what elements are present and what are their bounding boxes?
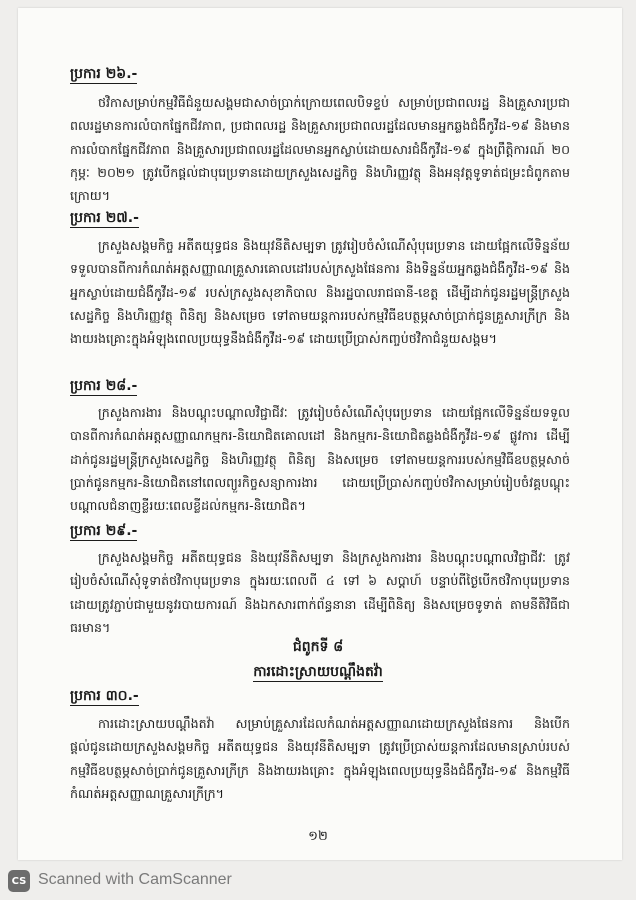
article-27-text: ក្រសួងសង្គមកិច្ច អតីតយុទ្ធជន និងយុវនីតិសម្បទា ត្រូវរៀបចំសំណើសុំបុរេប្រទាន ដោយផ្អែកលើទិន្នន័យទទួលបានពីការកំណត់អត្តសញ្ញាណគ្រួសារគោលដៅរបស់ក្រសួងផែនការ និងទិន្នន័យអ្នកឆ្លងជំងឺកូវីដ-១៩ និងអ្នកស្លាប់ដោយជំងឺកូវីដ-១៩ របស់ក្រសួងសុខាភិបាល និងរដ្ឋបាលរាជធានី-ខេត្ត ដើម្បីដាក់ជូនរដ្ឋមន្រ្តីក្រសួងសេដ្ឋកិច្ច និងហិរញ្ញវត្ថុ ពិនិត្យ និងសម្រេច ទៅតាមយន្តការរបស់កម្មវិធីឧបត្ថម្ភសាច់ប្រាក់ជូនគ្រួសារក្រីក្រ និងងាយរងគ្រោះក្នុងអំឡុងពេលប្រយុទ្ធនឹងជំងឺកូវីដ-១៩ ដោយប្រើប្រាស់កញ្ចប់ថវិកាជំនួយសង្គម។ (70, 238, 570, 347)
article-30-heading: ប្រការ ៣០.- (70, 688, 139, 704)
article-28-text: ក្រសួងការងារ និងបណ្តុះបណ្តាលវិជ្ជាជីវៈ ត្រូវរៀបចំសំណើសុំបុរេប្រទាន ដោយផ្អែកលើទិន្នន័យទទួលបានពីការកំណត់អត្តសញ្ញាណកម្មករ-និយោជិតគោលដៅ និងកម្មករ-និយោជិតឆ្លងជំងឺកូវីដ-១៩ ផ្លូវការ ដើម្បីដាក់ជូនរដ្ឋមន្រ្តីក្រសួងសេដ្ឋកិច្ច និងហិរញ្ញវត្ថុ ពិនិត្យ និងសម្រេច ទៅតាមយន្តការរបស់កម្មវិធីឧបត្ថម្ភសាច់ប្រាក់ជូនកម្មករ-និយោជិតនៅពេលព្យួរកិច្ចសន្យាការងារ ដោយប្រើប្រាស់កញ្ចប់ថវិកាសម្រាប់រៀបចំវគ្គបណ្តុះបណ្តាលជំនាញខ្លីរយៈពេលខ្លីដល់កម្មករ-និយោជិត។ (70, 405, 570, 514)
article-29-heading: ប្រការ ២៩.- (70, 523, 138, 539)
camscanner-logo-icon: CS (8, 870, 30, 892)
article-30-text: ការដោះស្រាយបណ្តឹងតវ៉ា សម្រាប់គ្រួសារដែលកំណត់អត្តសញ្ញាណដោយក្រសួងផែនការ និងបើកផ្តល់ជូនដោយក្រសួងសង្គមកិច្ច អតីតយុទ្ធជន និងយុវនីតិសម្បទា ត្រូវប្រើប្រាស់យន្តការដែលមានស្រាប់របស់កម្មវិធីឧបត្ថម្ភសាច់ប្រាក់ជូនគ្រួសារក្រីក្រ និងងាយរងគ្រោះ ក្នុងអំឡុងពេលប្រយុទ្ធនឹងជំងឺកូវីដ-១៩ និងកម្មវិធីកំណត់អត្តសញ្ញាណគ្រួសារក្រីក្រ។ (70, 716, 570, 801)
scanner-watermark (0, 862, 636, 900)
article-27-heading: ប្រការ ២៧.- (70, 210, 139, 226)
article-29-text: ក្រសួងសង្គមកិច្ច អតីតយុទ្ធជន និងយុវនីតិសម្បទា និងក្រសួងការងារ និងបណ្តុះបណ្តាលវិជ្ជាជីវៈ ត្រូវរៀបចំសំណើសុំទូទាត់ថវិកាបុរេប្រទាន ក្នុងរយៈពេលពី ៤ ទៅ ៦ សប្តាហ៍ បន្ទាប់ពីថ្ងៃបើកថវិកាបុរេប្រទាន ដោយត្រូវភ្ជាប់ជាមួយនូវរបាយការណ៍ និងឯកសារពាក់ព័ន្ធនានា ដើម្បីពិនិត្យ និងសម្រេចទូទាត់ តាមនីតិវិធីជាធរមាន។ (70, 550, 570, 635)
article-26-heading: ប្រការ ២៦.- (70, 66, 138, 82)
chapter-title: ការដោះស្រាយបណ្តឹងតវ៉ា (253, 664, 383, 680)
scanner-label: Scanned with CamScanner (38, 871, 232, 888)
article-28-heading: ប្រការ ២៨.- (70, 378, 138, 394)
page-number: ១២ (308, 829, 328, 844)
article-26-text: ថវិកាសម្រាប់កម្មវិធីជំនួយសង្គមជាសាច់ប្រាក់ក្រោយពេលបិទខ្ទប់ សម្រាប់ប្រជាពលរដ្ឋ និងគ្រួសារប្រជាពលរដ្ឋមានការលំបាកផ្នែកជីវភាព, ប្រជាពលរដ្ឋ និងគ្រួសារប្រជាពលរដ្ឋដែលមានអ្នកឆ្លងជំងឺកូវីដ-១៩ និងមានការលំបាកផ្នែកជីវភាព និងគ្រួសារប្រជាពលរដ្ឋដែលមានអ្នកស្លាប់ដោយសារជំងឺកូវីដ-១៩ ក្នុងព្រឹត្តិការណ៍ ២០ កុម្ភៈ ២០២១ ត្រូវបើកផ្តល់ជាបុរេប្រទានដោយក្រសួងសេដ្ឋកិច្ច និងហិរញ្ញវត្ថុ និងអនុវត្តទូទាត់ជម្រះជំពូកតាមក្រោយ។ (70, 95, 570, 204)
chapter-number: ជំពូកទី ៨ (292, 639, 344, 655)
